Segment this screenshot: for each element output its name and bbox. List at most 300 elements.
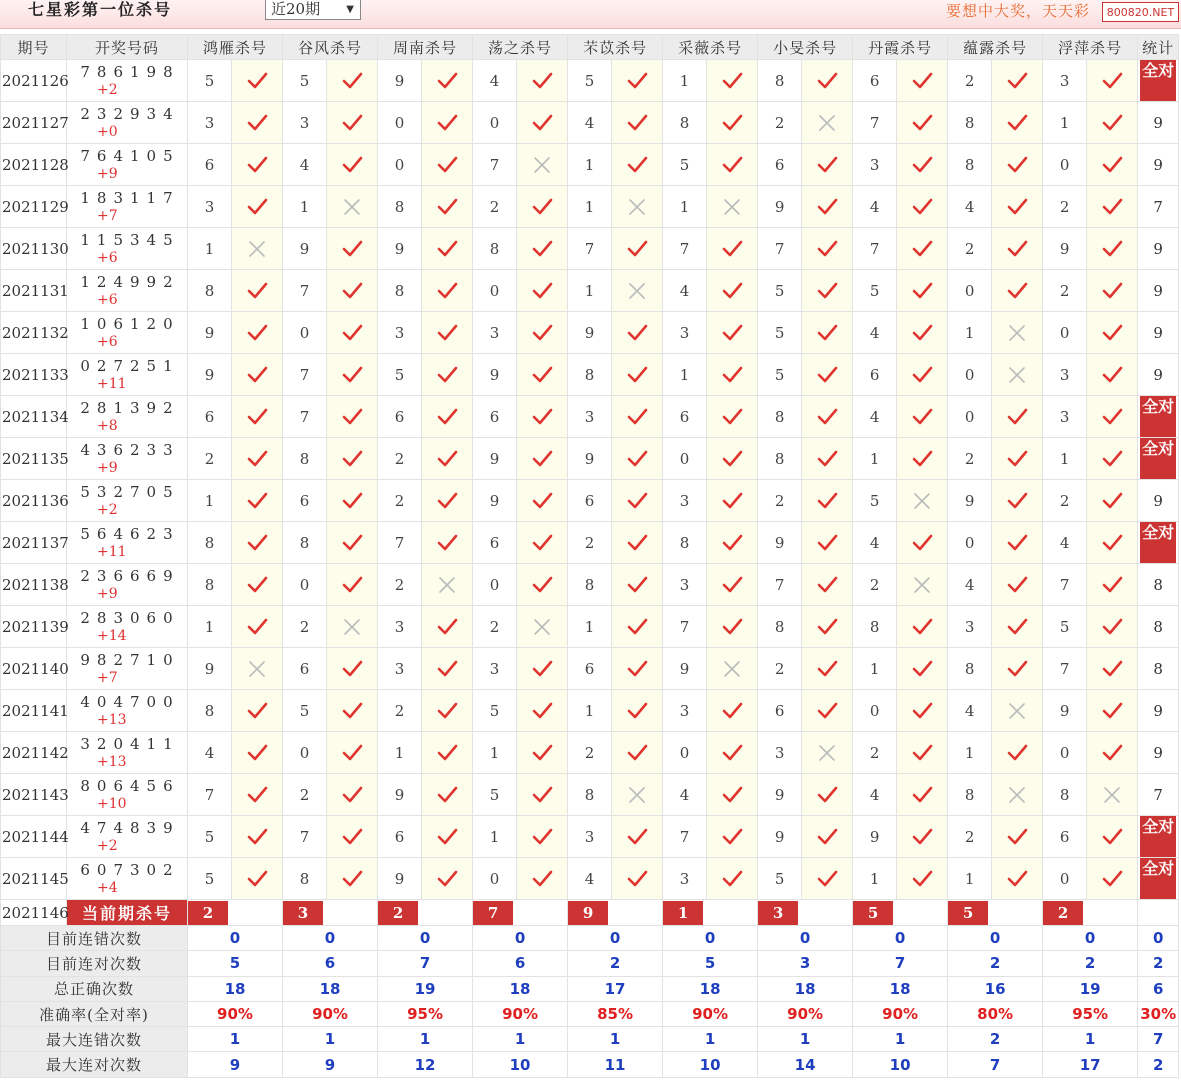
summary-label: 准确率(全对率) [1, 1001, 188, 1026]
cross-icon [531, 617, 553, 637]
check-icon [436, 449, 458, 469]
column-header: 开奖号码 [67, 35, 188, 60]
kill-number: 3 [188, 102, 232, 144]
check-icon [911, 365, 933, 385]
kill-number: 1 [853, 648, 897, 690]
table-row [1, 774, 1179, 816]
summary-value: 0 [1043, 926, 1138, 951]
cross-icon [816, 113, 838, 133]
check-icon [1006, 869, 1028, 889]
check-icon [911, 281, 933, 301]
result-mark [707, 774, 758, 816]
check-icon [436, 827, 458, 847]
kill-number: 8 [473, 228, 517, 270]
current-kill-cell [853, 900, 948, 926]
check-icon [436, 155, 458, 175]
summary-row [1, 1027, 1179, 1052]
summary-row [1, 951, 1179, 976]
check-icon [1101, 155, 1123, 175]
result-mark [802, 690, 853, 732]
summary-row [1, 1001, 1179, 1026]
kill-number: 7 [758, 228, 802, 270]
kill-number: 8 [1043, 774, 1087, 816]
result-mark [992, 480, 1043, 522]
top-bar [0, 0, 1181, 29]
summary-value: 90% [188, 1001, 283, 1026]
result-mark [422, 732, 473, 774]
result-mark [992, 186, 1043, 228]
summary-value: 18 [663, 976, 758, 1001]
check-icon [721, 449, 743, 469]
result-mark [802, 102, 853, 144]
kill-number: 7 [663, 606, 707, 648]
issue-number: 2021127 [1, 102, 67, 144]
check-icon [436, 743, 458, 763]
kill-number: 0 [1043, 144, 1087, 186]
kill-number: 7 [283, 270, 327, 312]
kill-number: 7 [283, 396, 327, 438]
table-row [1, 522, 1179, 564]
result-mark [897, 60, 948, 102]
check-icon [816, 449, 838, 469]
check-icon [531, 785, 553, 805]
draw-numbers: 027251 [80, 356, 180, 375]
check-icon [531, 827, 553, 847]
table-row [1, 732, 1179, 774]
check-icon [1101, 113, 1123, 133]
summary-value: 90% [663, 1001, 758, 1026]
check-icon [246, 533, 268, 553]
result-mark [992, 102, 1043, 144]
kill-number: 6 [1043, 816, 1087, 858]
draw-numbers: 106120 [80, 314, 180, 333]
summary-value: 0 [188, 926, 283, 951]
result-mark [707, 144, 758, 186]
result-mark [707, 606, 758, 648]
check-icon [1006, 197, 1028, 217]
check-icon [436, 281, 458, 301]
check-icon [1006, 281, 1028, 301]
check-icon [1101, 533, 1123, 553]
check-icon [816, 197, 838, 217]
result-mark [517, 102, 568, 144]
kill-number: 0 [283, 564, 327, 606]
result-mark [1087, 144, 1138, 186]
row-stat: 7 [1138, 186, 1179, 228]
row-stat: 9 [1138, 102, 1179, 144]
kill-number: 3 [663, 564, 707, 606]
kill-number: 1 [568, 270, 612, 312]
check-icon [436, 197, 458, 217]
current-kill-cell [1043, 900, 1138, 926]
check-icon [1006, 575, 1028, 595]
result-mark [517, 564, 568, 606]
check-icon [816, 701, 838, 721]
summary-value: 6 [473, 951, 568, 976]
check-icon [436, 323, 458, 343]
issue-number: 2021143 [1, 774, 67, 816]
cross-icon [721, 659, 743, 679]
kill-number: 2 [758, 648, 802, 690]
check-icon [436, 869, 458, 889]
result-mark [992, 606, 1043, 648]
kill-number: 2 [283, 606, 327, 648]
kill-number: 3 [663, 312, 707, 354]
result-mark [992, 144, 1043, 186]
kill-number: 1 [378, 732, 422, 774]
promo-text[interactable]: 要想中大奖，天天彩 [946, 2, 1091, 20]
kill-number: 9 [568, 438, 612, 480]
result-mark [802, 648, 853, 690]
kill-number: 2 [948, 228, 992, 270]
result-mark [232, 606, 283, 648]
cross-icon [341, 197, 363, 217]
check-icon [246, 449, 268, 469]
check-icon [531, 449, 553, 469]
kill-number: 0 [473, 564, 517, 606]
draw-numbers-cell [67, 228, 188, 270]
result-mark [327, 438, 378, 480]
check-icon [341, 533, 363, 553]
result-mark [517, 438, 568, 480]
draw-numbers: 607302 [80, 860, 180, 879]
kill-number: 0 [948, 396, 992, 438]
all-right-badge: 全对 [1140, 522, 1176, 563]
summary-value: 2 [1138, 951, 1179, 976]
result-mark [612, 438, 663, 480]
check-icon [816, 533, 838, 553]
result-mark [422, 480, 473, 522]
summary-value: 18 [758, 976, 853, 1001]
check-icon [721, 533, 743, 553]
check-icon [436, 533, 458, 553]
check-icon [1006, 659, 1028, 679]
result-mark [992, 522, 1043, 564]
kill-number: 8 [568, 774, 612, 816]
draw-numbers: 232934 [80, 104, 180, 123]
current-kill-cell [378, 900, 473, 926]
summary-value: 0 [853, 926, 948, 951]
issue-number: 2021136 [1, 480, 67, 522]
summary-value: 90% [473, 1001, 568, 1026]
kill-number: 2 [568, 732, 612, 774]
kill-number: 5 [568, 60, 612, 102]
kill-number: 5 [758, 858, 802, 900]
result-mark [517, 816, 568, 858]
summary-value: 2 [1138, 1052, 1179, 1077]
kill-number: 2 [1043, 480, 1087, 522]
summary-row [1, 976, 1179, 1001]
result-mark [707, 816, 758, 858]
kill-number: 7 [1043, 564, 1087, 606]
result-mark [1087, 816, 1138, 858]
kill-number: 4 [663, 270, 707, 312]
result-mark [422, 312, 473, 354]
kill-number: 3 [378, 312, 422, 354]
check-icon [341, 491, 363, 511]
result-mark [992, 270, 1043, 312]
check-icon [721, 407, 743, 427]
summary-value: 10 [853, 1052, 948, 1077]
cross-icon [1101, 785, 1123, 805]
result-mark [517, 144, 568, 186]
kill-number: 6 [188, 144, 232, 186]
draw-numbers-cell [67, 606, 188, 648]
check-icon [531, 113, 553, 133]
issue-number: 2021137 [1, 522, 67, 564]
draw-sum-offset: +9 [97, 165, 118, 182]
kill-number: 5 [758, 312, 802, 354]
current-kill-number: 3 [283, 901, 323, 925]
summary-value: 3 [758, 951, 853, 976]
result-mark [707, 690, 758, 732]
summary-value: 5 [663, 951, 758, 976]
result-mark [422, 228, 473, 270]
check-icon [246, 323, 268, 343]
result-mark [707, 228, 758, 270]
result-mark [422, 606, 473, 648]
kill-number: 1 [188, 228, 232, 270]
kill-number: 4 [853, 396, 897, 438]
draw-numbers: 806456 [80, 776, 180, 795]
kill-number: 8 [283, 522, 327, 564]
kill-number: 3 [663, 480, 707, 522]
check-icon [1006, 449, 1028, 469]
result-mark [232, 480, 283, 522]
draw-numbers: 281392 [80, 398, 180, 417]
summary-value: 6 [1138, 976, 1179, 1001]
summary-value: 10 [663, 1052, 758, 1077]
kill-number: 4 [188, 732, 232, 774]
check-icon [531, 869, 553, 889]
check-icon [626, 659, 648, 679]
result-mark [422, 438, 473, 480]
result-mark [802, 858, 853, 900]
column-header: 浮萍杀号 [1043, 35, 1138, 60]
check-icon [436, 407, 458, 427]
result-mark [897, 144, 948, 186]
result-mark [802, 228, 853, 270]
result-mark [707, 60, 758, 102]
row-stat: 9 [1138, 228, 1179, 270]
result-mark [517, 186, 568, 228]
dropdown-arrow-icon: ▼ [346, 4, 354, 15]
check-icon [436, 785, 458, 805]
column-header: 统计 [1138, 35, 1179, 60]
check-icon [1101, 575, 1123, 595]
period-select[interactable] [265, 0, 361, 20]
kill-number: 5 [283, 60, 327, 102]
kill-number: 9 [663, 648, 707, 690]
cross-icon [816, 743, 838, 763]
result-mark [707, 480, 758, 522]
check-icon [721, 743, 743, 763]
check-icon [1101, 701, 1123, 721]
kill-number: 4 [853, 186, 897, 228]
kill-number: 9 [473, 354, 517, 396]
result-mark [232, 144, 283, 186]
issue-number: 2021140 [1, 648, 67, 690]
kill-number: 9 [473, 480, 517, 522]
check-icon [436, 659, 458, 679]
kill-number: 0 [378, 102, 422, 144]
check-icon [341, 659, 363, 679]
summary-value: 1 [758, 1027, 853, 1052]
check-icon [246, 155, 268, 175]
summary-value: 9 [188, 1052, 283, 1077]
check-icon [1006, 155, 1028, 175]
table-row [1, 648, 1179, 690]
row-stat [1138, 438, 1179, 480]
draw-numbers-cell [67, 816, 188, 858]
check-icon [341, 449, 363, 469]
summary-label: 最大连对次数 [1, 1052, 188, 1077]
result-mark [802, 354, 853, 396]
result-mark [517, 312, 568, 354]
kill-number: 9 [758, 774, 802, 816]
result-mark [232, 438, 283, 480]
result-mark [802, 270, 853, 312]
all-right-badge: 全对 [1140, 396, 1176, 437]
result-mark [802, 144, 853, 186]
result-mark [707, 312, 758, 354]
kill-number: 3 [378, 648, 422, 690]
kill-number: 3 [758, 732, 802, 774]
check-icon [436, 239, 458, 259]
kill-number: 4 [568, 102, 612, 144]
check-icon [721, 785, 743, 805]
kill-number: 5 [473, 690, 517, 732]
result-mark [992, 228, 1043, 270]
check-icon [341, 575, 363, 595]
issue-number: 2021138 [1, 564, 67, 606]
summary-value: 5 [188, 951, 283, 976]
check-icon [816, 785, 838, 805]
check-icon [1101, 827, 1123, 847]
draw-sum-offset: +6 [97, 249, 118, 266]
kill-number: 7 [188, 774, 232, 816]
summary-value: 1 [853, 1027, 948, 1052]
result-mark [1087, 690, 1138, 732]
draw-numbers: 564623 [80, 524, 180, 543]
kill-number: 8 [188, 564, 232, 606]
table-row [1, 396, 1179, 438]
draw-numbers-cell [67, 648, 188, 690]
result-mark [517, 732, 568, 774]
draw-sum-offset: +14 [97, 627, 127, 644]
result-mark [612, 816, 663, 858]
check-icon [816, 827, 838, 847]
kill-number: 3 [663, 858, 707, 900]
column-header: 蕴露杀号 [948, 35, 1043, 60]
kill-number: 8 [758, 438, 802, 480]
cross-icon [626, 785, 648, 805]
draw-numbers-cell [67, 312, 188, 354]
table-row [1, 690, 1179, 732]
result-mark [897, 228, 948, 270]
kill-number: 0 [1043, 312, 1087, 354]
summary-value: 1 [283, 1027, 378, 1052]
kill-number: 7 [853, 102, 897, 144]
kill-number: 1 [188, 606, 232, 648]
kill-number: 7 [663, 816, 707, 858]
result-mark [612, 60, 663, 102]
kill-number: 2 [378, 438, 422, 480]
check-icon [911, 617, 933, 637]
result-mark [517, 522, 568, 564]
result-mark [707, 186, 758, 228]
check-icon [246, 197, 268, 217]
draw-sum-offset: +11 [97, 375, 127, 392]
check-icon [246, 575, 268, 595]
kill-number: 7 [378, 522, 422, 564]
issue-number: 2021144 [1, 816, 67, 858]
result-mark [422, 396, 473, 438]
kill-number: 6 [568, 480, 612, 522]
result-mark [327, 648, 378, 690]
check-icon [246, 491, 268, 511]
cross-icon [1006, 323, 1028, 343]
result-mark [1087, 186, 1138, 228]
result-mark [612, 144, 663, 186]
check-icon [816, 407, 838, 427]
summary-label: 目前连对次数 [1, 951, 188, 976]
current-kill-number: 2 [1043, 901, 1083, 925]
draw-numbers: 236669 [80, 566, 180, 585]
summary-value: 14 [758, 1052, 853, 1077]
result-mark [232, 396, 283, 438]
draw-sum-offset: +8 [97, 417, 118, 434]
draw-sum-offset: +6 [97, 291, 118, 308]
summary-value: 1 [1043, 1027, 1138, 1052]
table-row [1, 480, 1179, 522]
kill-number: 0 [948, 270, 992, 312]
draw-numbers: 764105 [80, 146, 180, 165]
cross-icon [341, 617, 363, 637]
kill-number: 8 [283, 858, 327, 900]
check-icon [626, 575, 648, 595]
issue-number: 2021135 [1, 438, 67, 480]
result-mark [897, 690, 948, 732]
all-right-badge: 全对 [1140, 60, 1176, 101]
check-icon [1006, 407, 1028, 427]
draw-sum-offset: +4 [97, 879, 118, 896]
kill-number: 8 [188, 522, 232, 564]
kill-number: 5 [663, 144, 707, 186]
kill-number: 3 [188, 186, 232, 228]
check-icon [721, 239, 743, 259]
summary-value: 16 [948, 976, 1043, 1001]
kill-number: 5 [853, 270, 897, 312]
check-icon [1101, 617, 1123, 637]
site-badge[interactable]: 800820.NET [1102, 2, 1179, 22]
result-mark [992, 396, 1043, 438]
current-kill-cell [283, 900, 378, 926]
result-mark [517, 354, 568, 396]
kill-number: 9 [378, 228, 422, 270]
check-icon [911, 113, 933, 133]
check-icon [816, 617, 838, 637]
result-mark [897, 858, 948, 900]
summary-value: 18 [853, 976, 948, 1001]
draw-numbers-cell [67, 522, 188, 564]
kill-number: 8 [948, 648, 992, 690]
cross-icon [1006, 365, 1028, 385]
draw-numbers: 786198 [80, 62, 180, 81]
result-mark [327, 564, 378, 606]
result-mark [232, 858, 283, 900]
check-icon [911, 155, 933, 175]
